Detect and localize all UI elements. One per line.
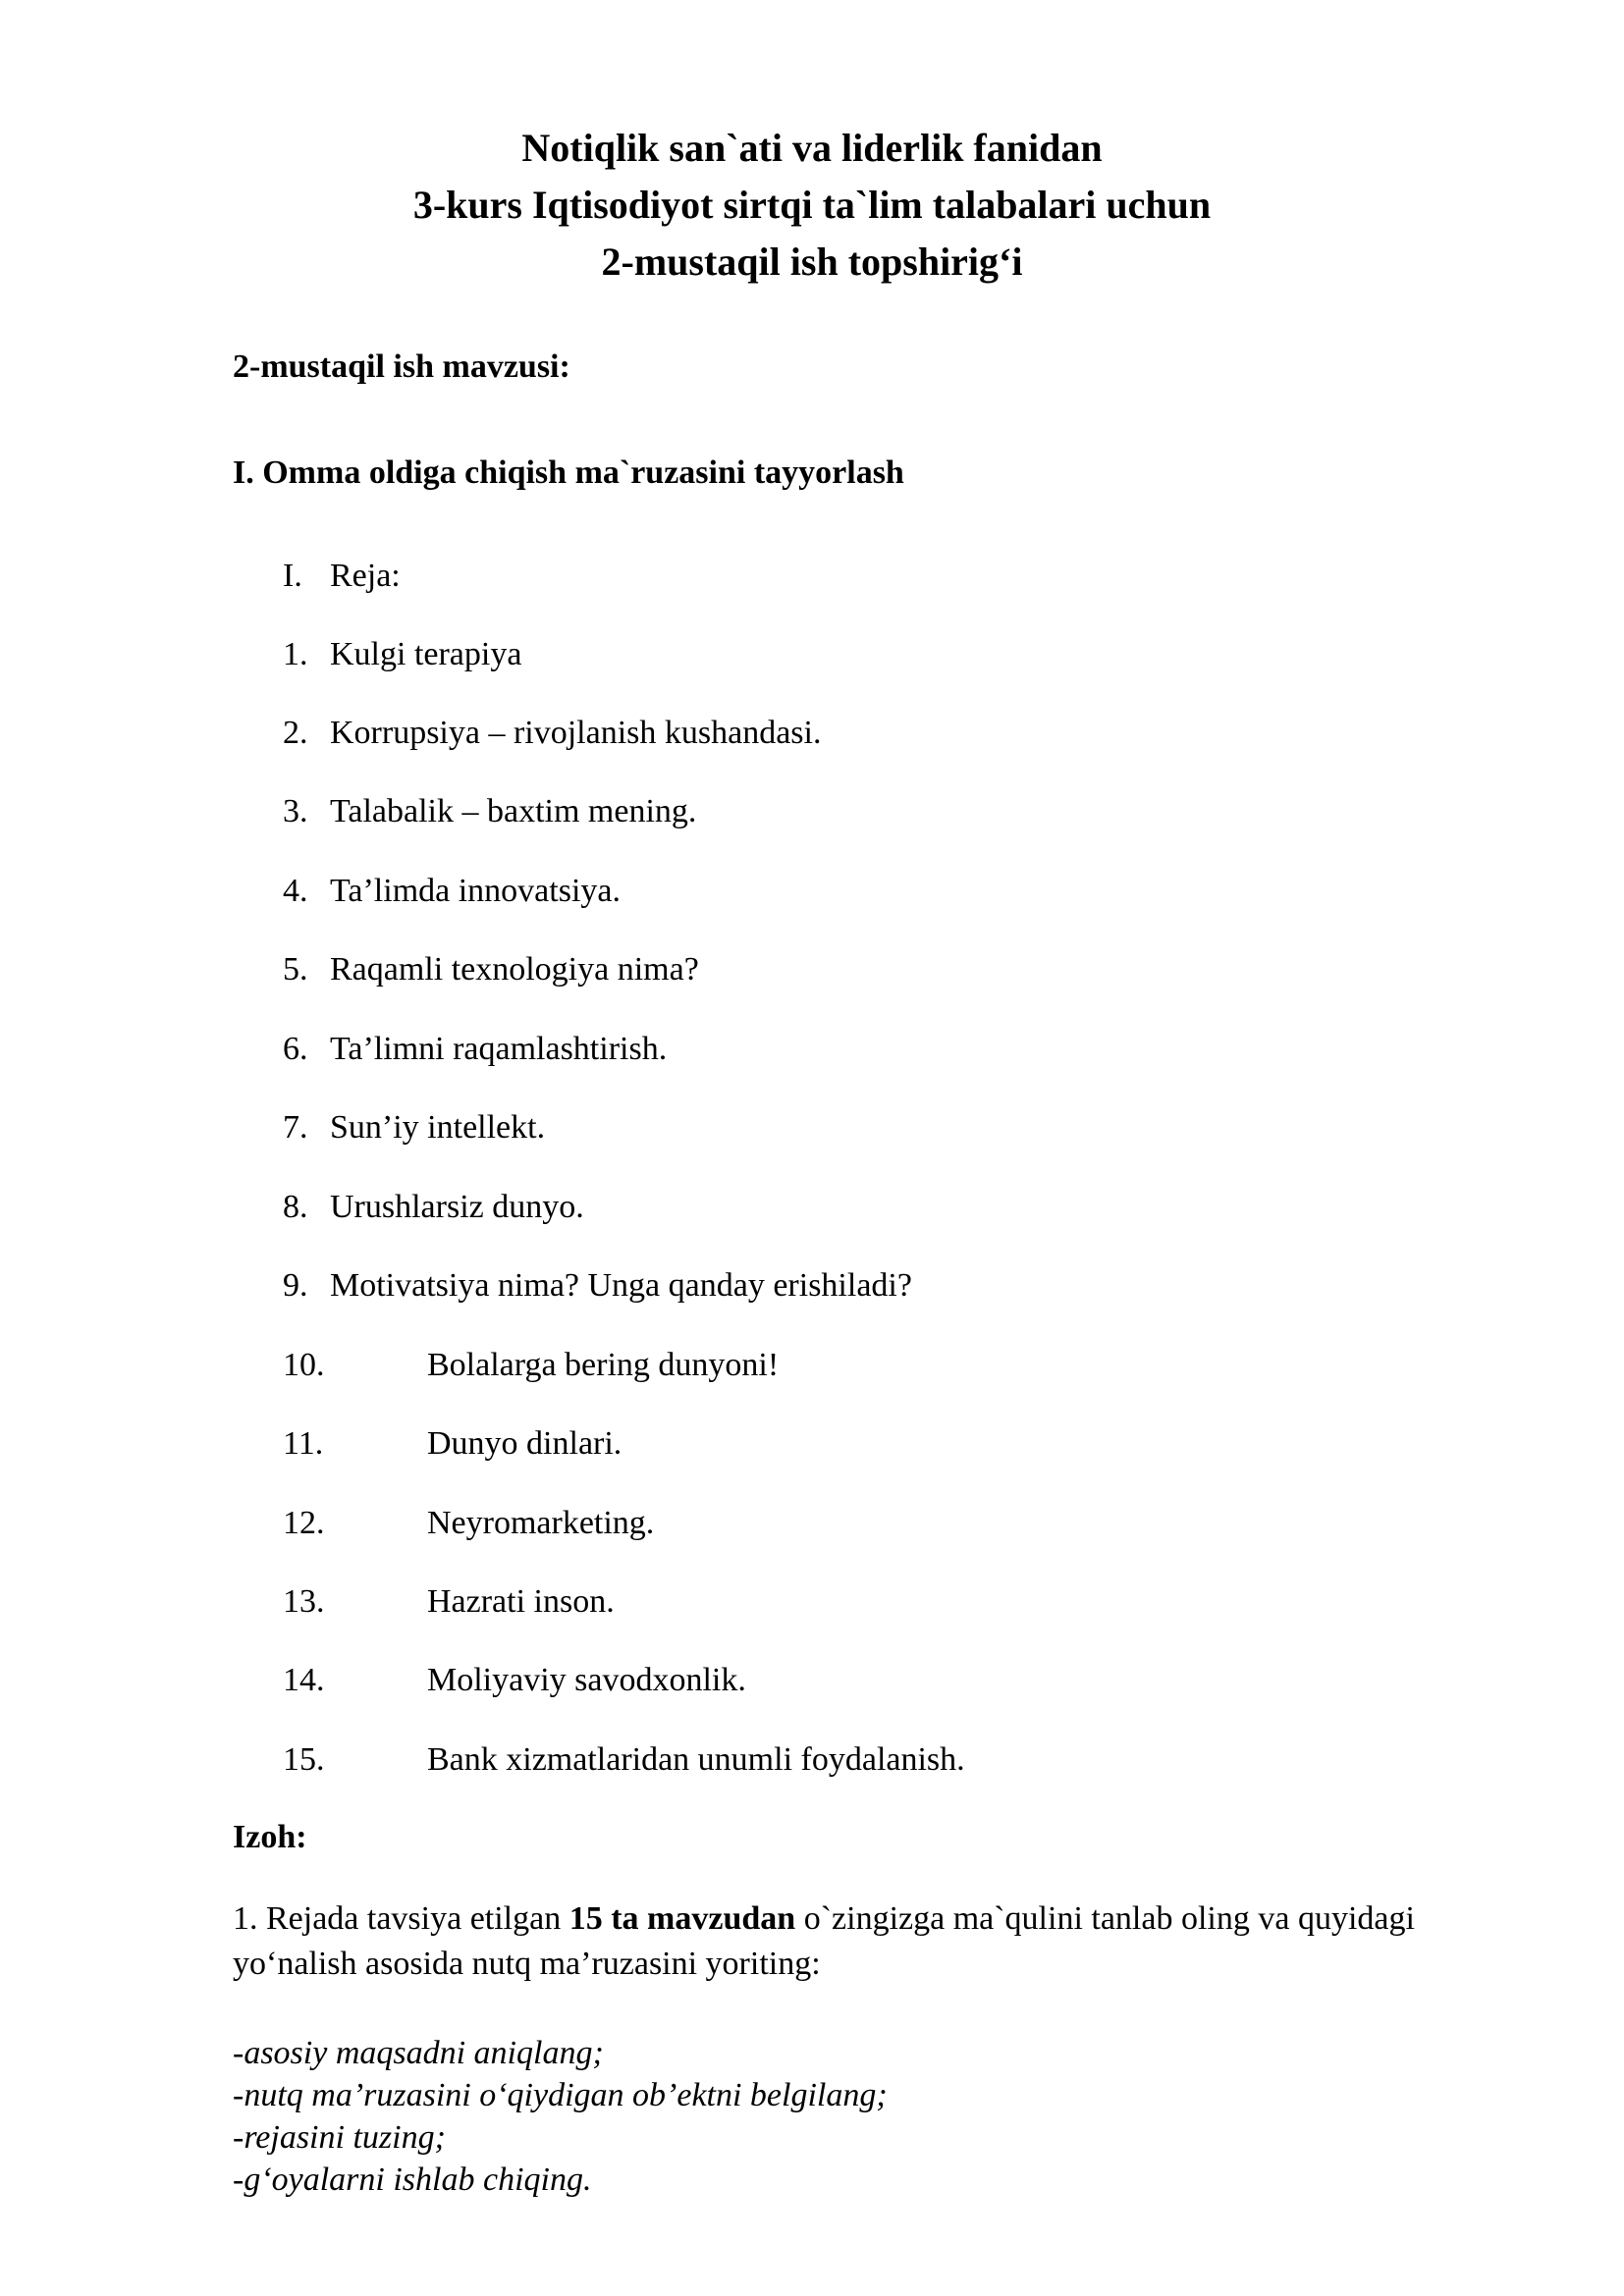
note-heading: Izoh:	[233, 1819, 307, 1855]
list-item-text: Sun’iy intellekt.	[330, 1109, 546, 1146]
note-bullet: -nutq ma’ruzasini o‘qiydigan ob’ektni belgilang;	[233, 2077, 888, 2113]
list-item-text: Ta’limni raqamlashtirish.	[330, 1031, 668, 1067]
list-item-number: 9.	[283, 1267, 308, 1304]
title-line-1: Notiqlik san`ati va liderlik fanidan	[521, 126, 1103, 170]
section-heading: I. Omma oldiga chiqish ma`ruzasini tayyorlash	[233, 454, 904, 491]
list-item-number: 11.	[283, 1425, 324, 1462]
note-paragraph-suffix: o`zingizga ma`qulini tanlab oling va quyidagi yo‘nalish asosida nutq ma’ruzasini yoriting:	[233, 1900, 1415, 1982]
list-item	[0, 1422, 1624, 1466]
list-item-number: 7.	[283, 1109, 308, 1146]
list-item-number: 5.	[283, 951, 308, 988]
document-title	[0, 120, 1624, 291]
note-paragraph	[233, 1896, 1519, 1987]
list-item-text: Raqamli texnologiya nima?	[330, 951, 699, 988]
list-item	[0, 1502, 1624, 1545]
list-item-text: Moliyaviy savodxonlik.	[427, 1662, 746, 1698]
list-item	[0, 790, 1624, 833]
title-line-3: 2-mustaqil ish topshirig‘i	[601, 240, 1023, 284]
note-bullet: -asosiy maqsadni aniqlang;	[233, 2035, 604, 2071]
list-item-text: Motivatsiya nima? Unga qanday erishiladi?	[330, 1267, 912, 1304]
list-item-text: Korrupsiya – rivojlanish kushandasi.	[330, 715, 822, 751]
list-item	[0, 1344, 1624, 1387]
list-item	[0, 1738, 1624, 1782]
list-item	[0, 633, 1624, 676]
list-item-text: Kulgi terapiya	[330, 636, 522, 672]
list-item-number: 4.	[283, 873, 308, 909]
note-bullet: -g‘oyalarni ishlab chiqing.	[233, 2162, 592, 2198]
list-item	[0, 1028, 1624, 1071]
list-item-number: 14.	[283, 1662, 325, 1698]
list-item-number: 3.	[283, 793, 308, 829]
list-item-number: 6.	[283, 1031, 308, 1067]
list-item-number: 13.	[283, 1583, 325, 1620]
list-item-number: 12.	[283, 1505, 325, 1541]
list-item-number: 1.	[283, 636, 308, 672]
note-bullet-list	[233, 2032, 888, 2201]
list-item-number: 10.	[283, 1347, 325, 1383]
note-paragraph-prefix: 1. Rejada tavsiya etilgan	[233, 1900, 569, 1937]
plan-numeral: I.	[283, 558, 302, 594]
note-bullet: -rejasini tuzing;	[233, 2119, 446, 2156]
list-item-text: Urushlarsiz dunyo.	[330, 1189, 584, 1225]
list-item	[0, 948, 1624, 991]
list-item	[0, 870, 1624, 913]
plan-label: Reja:	[330, 558, 401, 594]
list-item-text: Dunyo dinlari.	[427, 1425, 623, 1462]
note-paragraph-emphasis: 15 ta mavzudan	[568, 1900, 796, 1937]
list-item	[0, 1580, 1624, 1624]
list-item-number: 15.	[283, 1741, 325, 1778]
list-item	[0, 1106, 1624, 1149]
list-item-text: Bank xizmatlaridan unumli foydalanish.	[427, 1741, 965, 1778]
list-item	[0, 712, 1624, 755]
topic-heading: 2-mustaqil ish mavzusi:	[233, 348, 570, 385]
list-item	[0, 1264, 1624, 1308]
list-item-text: Neyromarketing.	[427, 1505, 655, 1541]
list-item-number: 8.	[283, 1189, 308, 1225]
list-item	[0, 1659, 1624, 1702]
list-item-text: Hazrati inson.	[427, 1583, 615, 1620]
list-item-text: Bolalarga bering dunyoni!	[427, 1347, 780, 1383]
list-item-text: Talabalik – baxtim mening.	[330, 793, 697, 829]
list-item	[0, 1186, 1624, 1229]
list-item-text: Ta’limda innovatsiya.	[330, 873, 621, 909]
list-item-number: 2.	[283, 715, 308, 751]
title-line-2: 3-kurs Iqtisodiyot sirtqi ta`lim talabalari uchun	[412, 183, 1212, 227]
